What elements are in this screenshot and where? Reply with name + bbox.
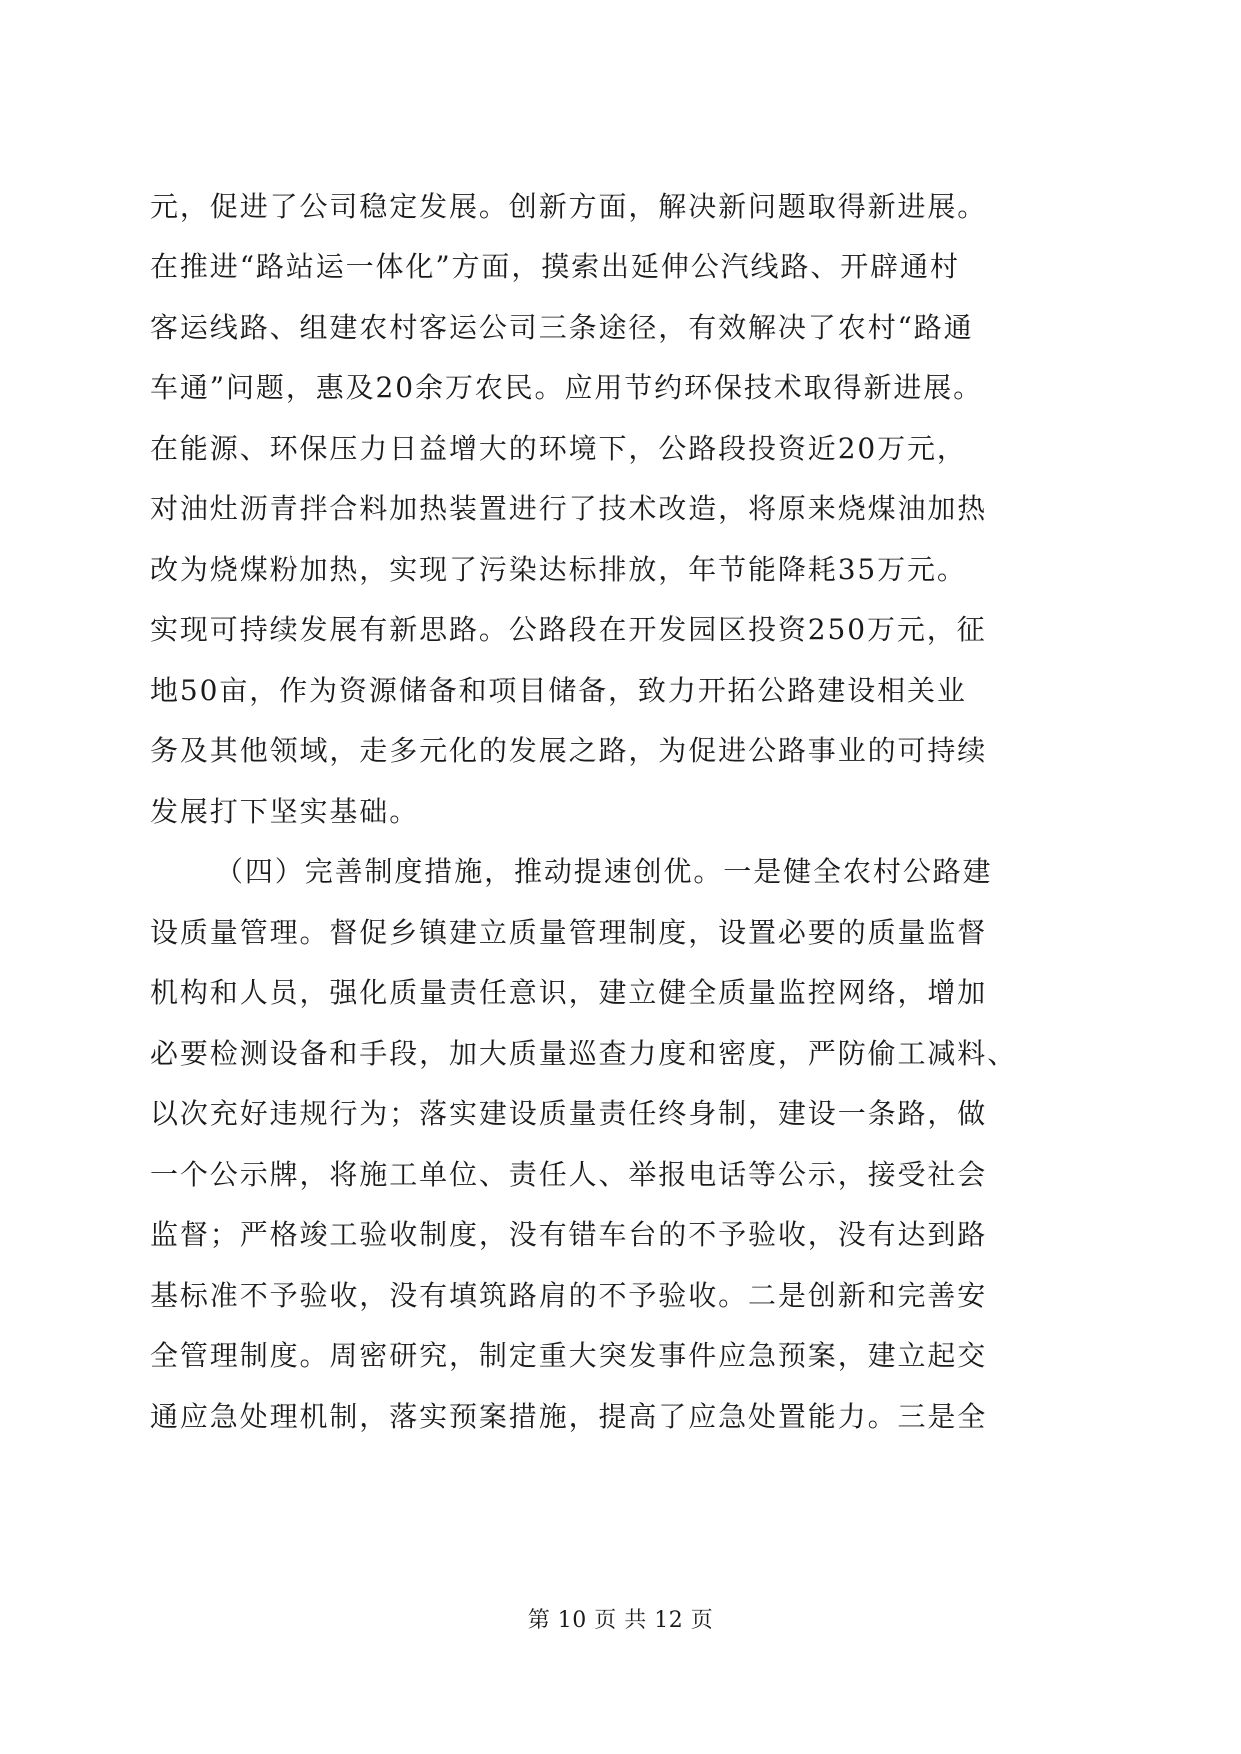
- text-line: 必要检测设备和手段，加大质量巡查力度和密度，严防偷工减料、: [150, 1037, 1018, 1070]
- text-line: 基标准不予验收，没有填筑路肩的不予验收。二是创新和完善安: [150, 1279, 988, 1312]
- text-line: 通应急处理机制，落实预案措施，提高了应急处置能力。三是全: [150, 1400, 988, 1433]
- text-line: 实现可持续发展有新思路。公路段在开发园区投资250万元，征: [150, 613, 987, 646]
- text-line: 车通”问题，惠及20余万农民。应用节约环保技术取得新进展。: [150, 371, 984, 404]
- text-line: 设质量管理。督促乡镇建立质量管理制度，设置必要的质量监督: [150, 916, 988, 949]
- page-number-footer: 第 10 页 共 12 页: [527, 1608, 714, 1633]
- paragraph-first-line: （四）完善制度措施，推动提速创优。一是健全农村公路建: [215, 855, 993, 888]
- text-line: 一个公示牌，将施工单位、责任人、举报电话等公示，接受社会: [150, 1158, 988, 1191]
- text-line: 机构和人员，强化质量责任意识，建立健全质量监控网络，增加: [150, 976, 988, 1009]
- text-line: 监督；严格竣工验收制度，没有错车台的不予验收，没有达到路: [150, 1218, 988, 1251]
- text-line: 改为烧煤粉加热，实现了污染达标排放，年节能降耗35万元。: [150, 553, 967, 586]
- text-line: 全管理制度。周密研究，制定重大突发事件应急预案，建立起交: [150, 1339, 988, 1372]
- text-line: 元，促进了公司稳定发展。创新方面，解决新问题取得新进展。: [150, 190, 988, 223]
- text-line: 在推进“路站运一体化”方面，摸索出延伸公汽线路、开辟通村: [150, 250, 960, 283]
- text-line: 在能源、环保压力日益增大的环境下，公路段投资近20万元，: [150, 432, 967, 465]
- text-line: 地50亩，作为资源储备和项目储备，致力开拓公路建设相关业: [150, 674, 967, 707]
- text-line: 以次充好违规行为；落实建设质量责任终身制，建设一条路，做: [150, 1097, 988, 1130]
- text-line: 务及其他领域，走多元化的发展之路，为促进公路事业的可持续: [150, 734, 988, 767]
- text-line: 发展打下坚实基础。: [150, 795, 420, 828]
- text-line: 对油灶沥青拌合料加热装置进行了技术改造，将原来烧煤油加热: [150, 492, 988, 525]
- text-line: 客运线路、组建农村客运公司三条途径，有效解决了农村“路通: [150, 311, 974, 344]
